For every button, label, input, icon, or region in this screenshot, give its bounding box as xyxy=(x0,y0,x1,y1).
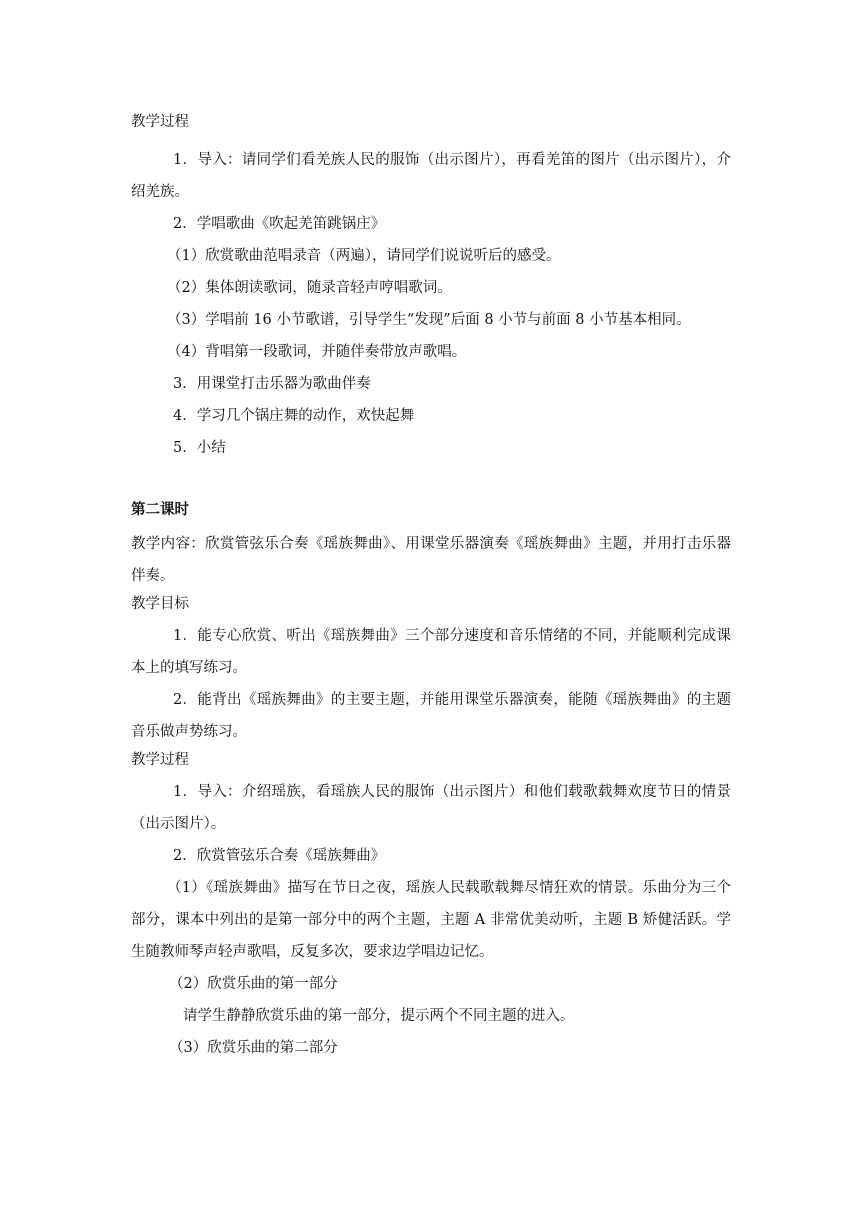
paragraph: （2）集体朗读歌词，随录音轻声哼唱歌词。 xyxy=(167,280,452,296)
paragraph: 请学生静静欣赏乐曲的第一部分，提示两个不同主题的进入。 xyxy=(183,1008,575,1024)
section-heading: 教学过程 xyxy=(131,752,189,768)
document-body xyxy=(131,110,731,1064)
lesson-title: 第二课时 xyxy=(131,502,189,518)
section-heading: 教学过程 xyxy=(131,114,189,130)
paragraph: 1．导入：请同学们看羌族人民的服饰（出示图片），再看羌笛的图片（出示图片），介绍羌族。 xyxy=(131,152,731,200)
paragraph: （1）《瑶族舞曲》描写在节日之夜，瑶族人民载歌载舞尽情狂欢的情景。乐曲分为三个部分，课本中列出的是第一部分中的两个主题，主题 A 非常优美动听，主题 B 矫健活跃。学生随教师琴声轻声歌唱，反复多次，要求边学唱边记忆。 xyxy=(131,880,731,960)
paragraph: （4）背唱第一段歌词，并随伴奏带放声歌唱。 xyxy=(167,344,467,360)
paragraph: 2．能背出《瑶族舞曲》的主要主题，并能用课堂乐器演奏，能随《瑶族舞曲》的主题音乐做声势练习。 xyxy=(131,692,731,740)
paragraph: （1）欣赏歌曲范唱录音（两遍），请同学们说说听后的感受。 xyxy=(167,248,561,264)
paragraph: 教学内容：欣赏管弦乐合奏《瑶族舞曲》、用课堂乐器演奏《瑶族舞曲》主题，并用打击乐器伴奏。 xyxy=(131,536,731,584)
section-heading: 教学目标 xyxy=(131,596,189,612)
paragraph: 3．用课堂打击乐器为歌曲伴奏 xyxy=(173,376,371,392)
paragraph: 5．小结 xyxy=(173,440,226,456)
paragraph: （3）欣赏乐曲的第二部分 xyxy=(169,1040,338,1056)
paragraph: （2）欣赏乐曲的第一部分 xyxy=(169,976,338,992)
paragraph: 2．欣赏管弦乐合奏《瑶族舞曲》 xyxy=(173,848,386,864)
paragraph: 1．能专心欣赏、听出《瑶族舞曲》三个部分速度和音乐情绪的不同，并能顺利完成课本上的填写练习。 xyxy=(131,628,731,676)
paragraph: 1．导入：介绍瑶族，看瑶族人民的服饰（出示图片）和他们载歌载舞欢度节日的情景（出示图片）。 xyxy=(131,784,731,832)
paragraph: 4．学习几个锅庄舞的动作，欢快起舞 xyxy=(173,408,415,424)
paragraph: 2．学唱歌曲《吹起羌笛跳锅庄》 xyxy=(173,216,386,232)
paragraph: （3）学唱前 16 小节歌谱，引导学生“发现”后面 8 小节与前面 8 小节基本相同。 xyxy=(167,312,691,328)
